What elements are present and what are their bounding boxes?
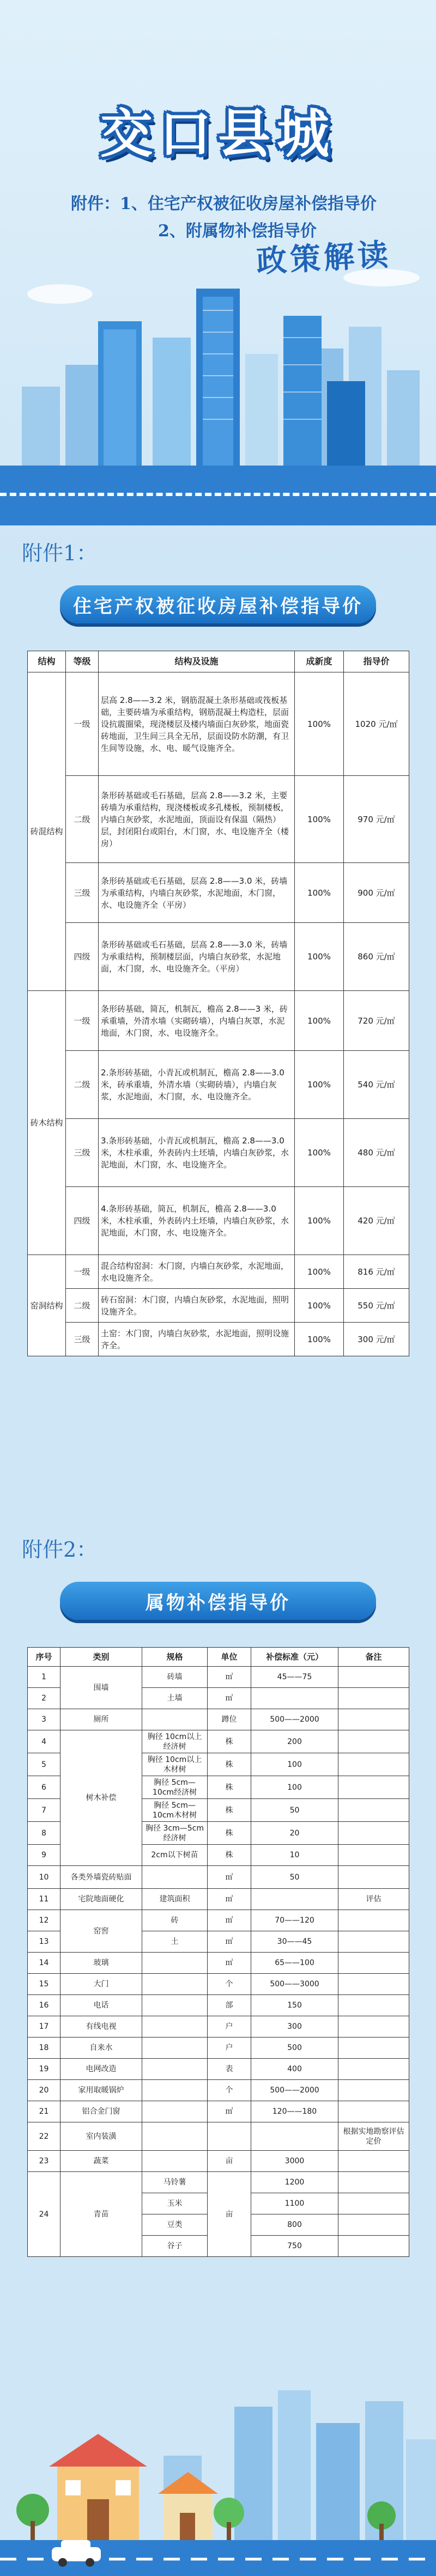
row-number-cell: 5: [28, 1753, 60, 1776]
standard-cell: 100: [251, 1753, 338, 1776]
price-cell: 540 元/㎡: [344, 1051, 409, 1119]
note-cell: [338, 2236, 409, 2257]
standard-cell: [251, 1688, 338, 1709]
standard-cell: 50: [251, 1799, 338, 1822]
standard-cell: 200: [251, 1730, 338, 1753]
category-cell: 电网改造: [60, 2059, 142, 2080]
grade-cell: 二级: [66, 1289, 99, 1323]
table2-row: [28, 2016, 409, 2037]
unit-cell: [208, 2122, 251, 2151]
note-cell: [338, 2193, 409, 2214]
note-cell: [338, 1931, 409, 1953]
newness-cell: 100%: [295, 863, 344, 923]
description-cell: 2.条形砖基础，小青瓦或机制瓦，檐高 2.8——3.0 米，砖承重墙，外清水墙（实砌砖墙），内墙白灰浆，水泥地面，木门窗，水、电设施齐全。: [99, 1051, 295, 1119]
spec-cell: 胸径 3cm—5cm经济树: [142, 1822, 208, 1845]
section1-banner-text: 住宅产权被征收房屋补偿指导价: [73, 595, 363, 617]
spec-cell: [142, 1995, 208, 2016]
newness-cell: 100%: [295, 991, 344, 1051]
price-cell: 550 元/㎡: [344, 1289, 409, 1323]
grade-cell: 一级: [66, 672, 99, 776]
description-cell: 层高 2.8——3.2 米，钢筋混凝土条形基础或筏板基础，主要砖墙为承重结构，钢筋混凝土构造柱，层面设抗震圈梁，现浇楼层及楼内墙面白灰砂浆，地面瓷砖地面，卫生间三具全无吊，层面设防水防潮，有卫生间等设施，水、电、暖气设施齐全。: [99, 672, 295, 776]
row-number-cell: 17: [28, 2016, 60, 2037]
description-cell: 条形砖基础或毛石基础，层高 2.8——3.2 米，主要砖墙为承重结构，现浇楼板或多孔楼板，预制楼板，内墙白灰砂浆，水泥地面，顶面设有保温（隔热）层，封闭阳台或阳台，木门窗，水、电设施齐全（楼房）: [99, 776, 295, 863]
note-cell: 评估: [338, 1889, 409, 1910]
spec-cell: [142, 2122, 208, 2151]
price-cell: 420 元/㎡: [344, 1187, 409, 1255]
table2-container: [27, 1647, 409, 2257]
unit-cell: ㎡: [208, 1866, 251, 1889]
newness-cell: 100%: [295, 1255, 344, 1289]
row-number-cell: 13: [28, 1931, 60, 1953]
spec-cell: 建筑面积: [142, 1889, 208, 1910]
standard-cell: 65——100: [251, 1953, 338, 1974]
price-cell: 1020 元/㎡: [344, 672, 409, 776]
standard-cell: 500——2000: [251, 2080, 338, 2101]
standard-cell: 800: [251, 2214, 338, 2236]
row-number-cell: 7: [28, 1799, 60, 1822]
category-cell: 电话: [60, 1995, 142, 2016]
note-cell: [338, 1845, 409, 1866]
standard-cell: 750: [251, 2236, 338, 2257]
grade-cell: 三级: [66, 863, 99, 923]
table1-row: [28, 1187, 409, 1255]
table2-header-row: [28, 1648, 409, 1667]
newness-cell: 100%: [295, 1187, 344, 1255]
standard-cell: 1200: [251, 2172, 338, 2193]
standard-cell: 30——45: [251, 1931, 338, 1953]
section2-banner-text: 属物补偿指导价: [146, 1592, 290, 1614]
description-cell: 混合结构窑洞：木门窗，内墙白灰砂浆，水泥地面，水电设施齐全。: [99, 1255, 295, 1289]
attachment-line-1: 附件：1、住宅产权被征收房屋补偿指导价: [71, 194, 377, 213]
structure-cell: 砖混结构: [28, 672, 66, 991]
row-number-cell: 4: [28, 1730, 60, 1753]
note-cell: [338, 1753, 409, 1776]
spec-cell: 胸径 10cm以上木材树: [142, 1753, 208, 1776]
price-cell: 970 元/㎡: [344, 776, 409, 863]
spec-cell: [142, 1974, 208, 1995]
standard-cell: 10: [251, 1845, 338, 1866]
standard-cell: [251, 1889, 338, 1910]
row-number-cell: 14: [28, 1953, 60, 1974]
row-number-cell: 11: [28, 1889, 60, 1910]
unit-cell: 株: [208, 1753, 251, 1776]
table1-row: [28, 1289, 409, 1323]
spec-cell: [142, 2101, 208, 2122]
note-cell: [338, 2172, 409, 2193]
note-cell: [338, 2016, 409, 2037]
unit-cell: 株: [208, 1776, 251, 1799]
spec-cell: 胸径 5cm—10cm经济树: [142, 1776, 208, 1799]
spec-cell: [142, 2016, 208, 2037]
table2-row: [28, 2037, 409, 2059]
table2-row: [28, 2151, 409, 2172]
section2-banner: [60, 1582, 376, 1620]
table1-col-newness: 成新度: [295, 651, 344, 672]
note-cell: [338, 1866, 409, 1889]
table1-row: [28, 863, 409, 923]
table2-col-no: 序号: [28, 1648, 60, 1667]
row-number-cell: 12: [28, 1910, 60, 1931]
category-cell: 铝合金门窗: [60, 2101, 142, 2122]
hero-section: [0, 0, 436, 566]
row-number-cell: 9: [28, 1845, 60, 1866]
unit-cell: ㎡: [208, 1889, 251, 1910]
note-cell: [338, 2059, 409, 2080]
standard-cell: 120——180: [251, 2101, 338, 2122]
table2-row: [28, 1953, 409, 1974]
table1-container: [27, 651, 409, 1356]
description-cell: 条形砖基础或毛石基础，层高 2.8——3.0 米，砖墙为承重结构，预制楼层面，内墙白灰砂浆，水泥地面，木门窗，水、电设施齐全。（平房）: [99, 923, 295, 991]
row-number-cell: 24: [28, 2172, 60, 2257]
row-number-cell: 21: [28, 2101, 60, 2122]
unit-cell: 个: [208, 2080, 251, 2101]
table2-col-standard: 补偿标准（元）: [251, 1648, 338, 1667]
price-cell: 300 元/㎡: [344, 1323, 409, 1356]
note-cell: [338, 2037, 409, 2059]
note-cell: [338, 2151, 409, 2172]
category-cell: 各类外墙瓷砖贴面: [60, 1866, 142, 1889]
table1-col-grade: 等级: [66, 651, 99, 672]
spec-cell: 胸径 5cm—10cm木材树: [142, 1799, 208, 1822]
table2-col-spec: 规格: [142, 1648, 208, 1667]
spec-cell: 豆类: [142, 2214, 208, 2236]
category-cell: 自来水: [60, 2037, 142, 2059]
standard-cell: 500——2000: [251, 1709, 338, 1730]
title-wrap: [65, 93, 371, 167]
category-cell: 蔬菜: [60, 2151, 142, 2172]
spec-cell: [142, 1866, 208, 1889]
newness-cell: 100%: [295, 1051, 344, 1119]
table2-row: [28, 1667, 409, 1688]
table2-row: [28, 1709, 409, 1730]
note-cell: [338, 1953, 409, 1974]
table1-col-price: 指导价: [344, 651, 409, 672]
category-cell: 厕所: [60, 1709, 142, 1730]
row-number-cell: 6: [28, 1776, 60, 1799]
unit-cell: ㎡: [208, 1688, 251, 1709]
unit-cell: 个: [208, 1974, 251, 1995]
spec-cell: 玉米: [142, 2193, 208, 2214]
spec-cell: 砖: [142, 1910, 208, 1931]
note-cell: [338, 1799, 409, 1822]
unit-cell: 户: [208, 2016, 251, 2037]
table2-row: [28, 1974, 409, 1995]
note-cell: [338, 1974, 409, 1995]
road-lane-marking: [0, 493, 436, 496]
note-cell: 根据实地勘察评估定价: [338, 2122, 409, 2151]
note-cell: [338, 1688, 409, 1709]
standard-cell: 150: [251, 1995, 338, 2016]
standard-cell: 3000: [251, 2151, 338, 2172]
row-number-cell: 3: [28, 1709, 60, 1730]
row-number-cell: 16: [28, 1995, 60, 2016]
unit-cell: ㎡: [208, 2101, 251, 2122]
note-cell: [338, 1995, 409, 2016]
category-cell: 家用取暖锅炉: [60, 2080, 142, 2101]
row-number-cell: 22: [28, 2122, 60, 2151]
unit-cell: ㎡: [208, 1910, 251, 1931]
standard-cell: 50: [251, 1866, 338, 1889]
unit-cell: 株: [208, 1799, 251, 1822]
newness-cell: 100%: [295, 923, 344, 991]
table2-row: [28, 2059, 409, 2080]
table2-row: [28, 1866, 409, 1889]
newness-cell: 100%: [295, 776, 344, 863]
newness-cell: 100%: [295, 1119, 344, 1187]
category-cell: 室内装潢: [60, 2122, 142, 2151]
table1-row: [28, 1323, 409, 1356]
table2-row: [28, 2172, 409, 2193]
table2-row: [28, 1889, 409, 1910]
spec-cell: [142, 1953, 208, 1974]
spec-cell: [142, 2151, 208, 2172]
row-number-cell: 19: [28, 2059, 60, 2080]
row-number-cell: 10: [28, 1866, 60, 1889]
housing-compensation-table: [27, 651, 409, 1356]
spec-cell: 2cm以下树苗: [142, 1845, 208, 1866]
unit-cell: 株: [208, 1822, 251, 1845]
price-cell: 816 元/㎡: [344, 1255, 409, 1289]
spec-cell: 土墙: [142, 1688, 208, 1709]
unit-cell: 亩: [208, 2172, 251, 2257]
newness-cell: 100%: [295, 1289, 344, 1323]
auxiliary-compensation-table: [27, 1647, 409, 2257]
spec-cell: 土: [142, 1931, 208, 1953]
note-cell: [338, 2080, 409, 2101]
grade-cell: 二级: [66, 1051, 99, 1119]
spec-cell: [142, 2037, 208, 2059]
note-cell: [338, 1730, 409, 1753]
unit-cell: ㎡: [208, 1667, 251, 1688]
spec-cell: 砖墙: [142, 1667, 208, 1688]
standard-cell: 400: [251, 2059, 338, 2080]
spec-cell: [142, 2080, 208, 2101]
unit-cell: 亩: [208, 2151, 251, 2172]
table2-col-category: 类别: [60, 1648, 142, 1667]
table1-row: [28, 1119, 409, 1187]
table2-row: [28, 1730, 409, 1753]
newness-cell: 100%: [295, 1323, 344, 1356]
row-number-cell: 20: [28, 2080, 60, 2101]
standard-cell: 300: [251, 2016, 338, 2037]
row-number-cell: 15: [28, 1974, 60, 1995]
standard-cell: 500: [251, 2037, 338, 2059]
spec-cell: 谷子: [142, 2236, 208, 2257]
note-cell: [338, 2214, 409, 2236]
grade-cell: 一级: [66, 1255, 99, 1289]
note-cell: [338, 1667, 409, 1688]
category-cell: 青苗: [60, 2172, 142, 2257]
category-cell: 宅院地面硬化: [60, 1889, 142, 1910]
description-cell: 砖石窑洞：木门窗，内墙白灰砂浆，水泥地面，照明设施齐全。: [99, 1289, 295, 1323]
description-cell: 3.条形砖基础，小青瓦或机制瓦，檐高 2.8——3.0 米，木柱承重，外表砖内土坯墙，内墙白灰砂浆，水泥地面，木门窗，水、电设施齐全。: [99, 1119, 295, 1187]
description-cell: 4.条形砖基础，简瓦，机制瓦，檐高 2.8——3.0 米，木柱承重，外表砖内土坯墙，内墙白灰砂浆，水泥地面，木门窗，水、电设施齐全。: [99, 1187, 295, 1255]
table1-row: [28, 923, 409, 991]
category-cell: 围墙: [60, 1667, 142, 1709]
standard-cell: [251, 2122, 338, 2151]
houses-illustration: [0, 2374, 436, 2576]
unit-cell: 株: [208, 1730, 251, 1753]
grade-cell: 四级: [66, 1187, 99, 1255]
spec-cell: [142, 2059, 208, 2080]
standard-cell: 1100: [251, 2193, 338, 2214]
description-cell: 条形砖基础，简瓦，机制瓦，檐高 2.8——3 米，砖承重墙，外清水墙（实砌砖墙），内墙白灰罩，水泥地面，木门窗，水、电设施齐全。: [99, 991, 295, 1051]
note-cell: [338, 2101, 409, 2122]
price-cell: 860 元/㎡: [344, 923, 409, 991]
category-cell: 有线电视: [60, 2016, 142, 2037]
structure-cell: 窑洞结构: [28, 1255, 66, 1356]
structure-cell: 砖木结构: [28, 991, 66, 1255]
spec-cell: [142, 1709, 208, 1730]
standard-cell: 45——75: [251, 1667, 338, 1688]
row-number-cell: 2: [28, 1688, 60, 1709]
section1-label: 附件1：: [22, 541, 98, 565]
price-cell: 480 元/㎡: [344, 1119, 409, 1187]
description-cell: 条形砖基础或毛石基础，层高 2.8——3.0 米，砖墙为承重结构，内墙白灰砂浆，水泥地面，木门窗，水、电设施齐全（平房）: [99, 863, 295, 923]
grade-cell: 一级: [66, 991, 99, 1051]
table1-row: [28, 1051, 409, 1119]
table2-row: [28, 2080, 409, 2101]
table1-row: [28, 991, 409, 1051]
section1-banner: [60, 585, 376, 623]
attachment-line-2: 2、附属物补偿指导价: [158, 222, 317, 241]
unit-cell: 部: [208, 1995, 251, 2016]
category-cell: 树木补偿: [60, 1730, 142, 1866]
category-cell: 玻璃: [60, 1953, 142, 1974]
table1-col-description: 结构及设施: [99, 651, 295, 672]
table2-col-note: 备注: [338, 1648, 409, 1667]
spec-cell: 马铃薯: [142, 2172, 208, 2193]
row-number-cell: 1: [28, 1667, 60, 1688]
note-cell: [338, 1776, 409, 1799]
grade-cell: 三级: [66, 1119, 99, 1187]
newness-cell: 100%: [295, 672, 344, 776]
grade-cell: 三级: [66, 1323, 99, 1356]
note-cell: [338, 1910, 409, 1931]
standard-cell: 70——120: [251, 1910, 338, 1931]
section2-label: 附件2：: [22, 1538, 98, 1562]
note-cell: [338, 1709, 409, 1730]
unit-cell: 表: [208, 2059, 251, 2080]
page-title: 交口县城: [100, 103, 336, 164]
policy-interpretation-badge: 政策解读: [255, 237, 392, 280]
note-cell: [338, 1822, 409, 1845]
table1-row: [28, 672, 409, 776]
description-cell: 土窑：木门窗，内墙白灰砂浆，水泥地面，照明设施齐全。: [99, 1323, 295, 1356]
unit-cell: 户: [208, 2037, 251, 2059]
unit-cell: 蹲位: [208, 1709, 251, 1730]
table1-col-structure: 结构: [28, 651, 66, 672]
table2-row: [28, 2122, 409, 2151]
category-cell: 窑窖: [60, 1910, 142, 1953]
table1-header-row: [28, 651, 409, 672]
standard-cell: 20: [251, 1822, 338, 1845]
row-number-cell: 23: [28, 2151, 60, 2172]
row-number-cell: 8: [28, 1822, 60, 1845]
standard-cell: 500——3000: [251, 1974, 338, 1995]
row-number-cell: 18: [28, 2037, 60, 2059]
grade-cell: 四级: [66, 923, 99, 991]
spec-cell: 胸径 10cm以上经济树: [142, 1730, 208, 1753]
standard-cell: 100: [251, 1776, 338, 1799]
table2-col-unit: 单位: [208, 1648, 251, 1667]
price-cell: 900 元/㎡: [344, 863, 409, 923]
table2-row: [28, 2101, 409, 2122]
unit-cell: 株: [208, 1845, 251, 1866]
table2-row: [28, 1995, 409, 2016]
table1-row: [28, 776, 409, 863]
unit-cell: ㎡: [208, 1931, 251, 1953]
category-cell: 大门: [60, 1974, 142, 1995]
table2-row: [28, 1910, 409, 1931]
table1-row: [28, 1255, 409, 1289]
price-cell: 720 元/㎡: [344, 991, 409, 1051]
unit-cell: ㎡: [208, 1953, 251, 1974]
grade-cell: 二级: [66, 776, 99, 863]
